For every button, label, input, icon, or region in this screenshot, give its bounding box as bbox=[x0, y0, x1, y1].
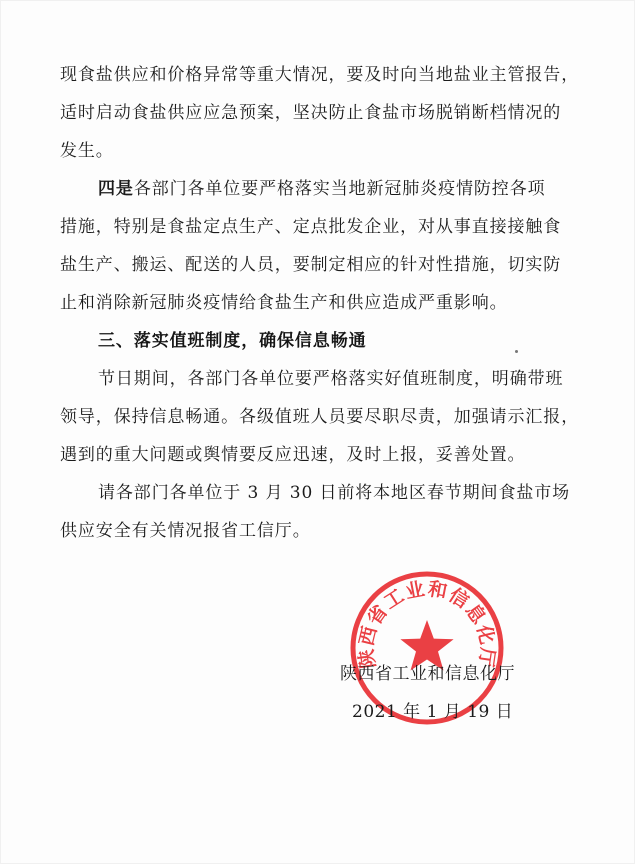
body-line: 领导，保持信息畅通。各级值班人员要尽职尽责，加强请示汇报， bbox=[60, 407, 580, 427]
speck bbox=[515, 350, 518, 353]
signature-date: 2021 年 1 月 19 日 bbox=[352, 702, 514, 722]
body-line: 措施，特别是食盐定点生产、定点批发企业，对从事直接接触食 bbox=[60, 217, 562, 237]
body-line: 请各部门各单位于 3 月 30 日前将本地区春节期间食盐市场 bbox=[98, 483, 571, 503]
signature-org: 陕西省工业和信息化厅 bbox=[340, 664, 515, 684]
body-line: 适时启动食盐供应应急预案，坚决防止食盐市场脱销断档情况的 bbox=[60, 103, 562, 123]
body-line: 止和消除新冠肺炎疫情给食盐生产和供应造成严重影响。 bbox=[60, 293, 508, 313]
body-line: 盐生产、搬运、配送的人员，要制定相应的针对性措施，切实防 bbox=[60, 255, 562, 275]
seal-text: 陕西省工业和信息化厅 bbox=[355, 577, 499, 670]
paragraph-four-first-text: 各部门各单位要严格落实当地新冠肺炎疫情防控各项 bbox=[133, 179, 546, 199]
paragraph-four-lead: 四是 bbox=[98, 179, 134, 199]
body-line: 发生。 bbox=[60, 141, 114, 161]
paragraph-four-first-line bbox=[98, 178, 546, 200]
body-line: 供应安全有关情况报省工信厅。 bbox=[60, 521, 311, 541]
section-heading: 三、落实值班制度，确保信息畅通 bbox=[98, 331, 367, 351]
body-line: 现食盐供应和价格异常等重大情况，要及时向当地盐业主管报告， bbox=[60, 65, 580, 85]
body-line: 遇到的重大问题或舆情要反应迅速，及时上报，妥善处置。 bbox=[60, 445, 526, 465]
body-line: 节日期间，各部门各单位要严格落实好值班制度，明确带班 bbox=[98, 369, 564, 389]
